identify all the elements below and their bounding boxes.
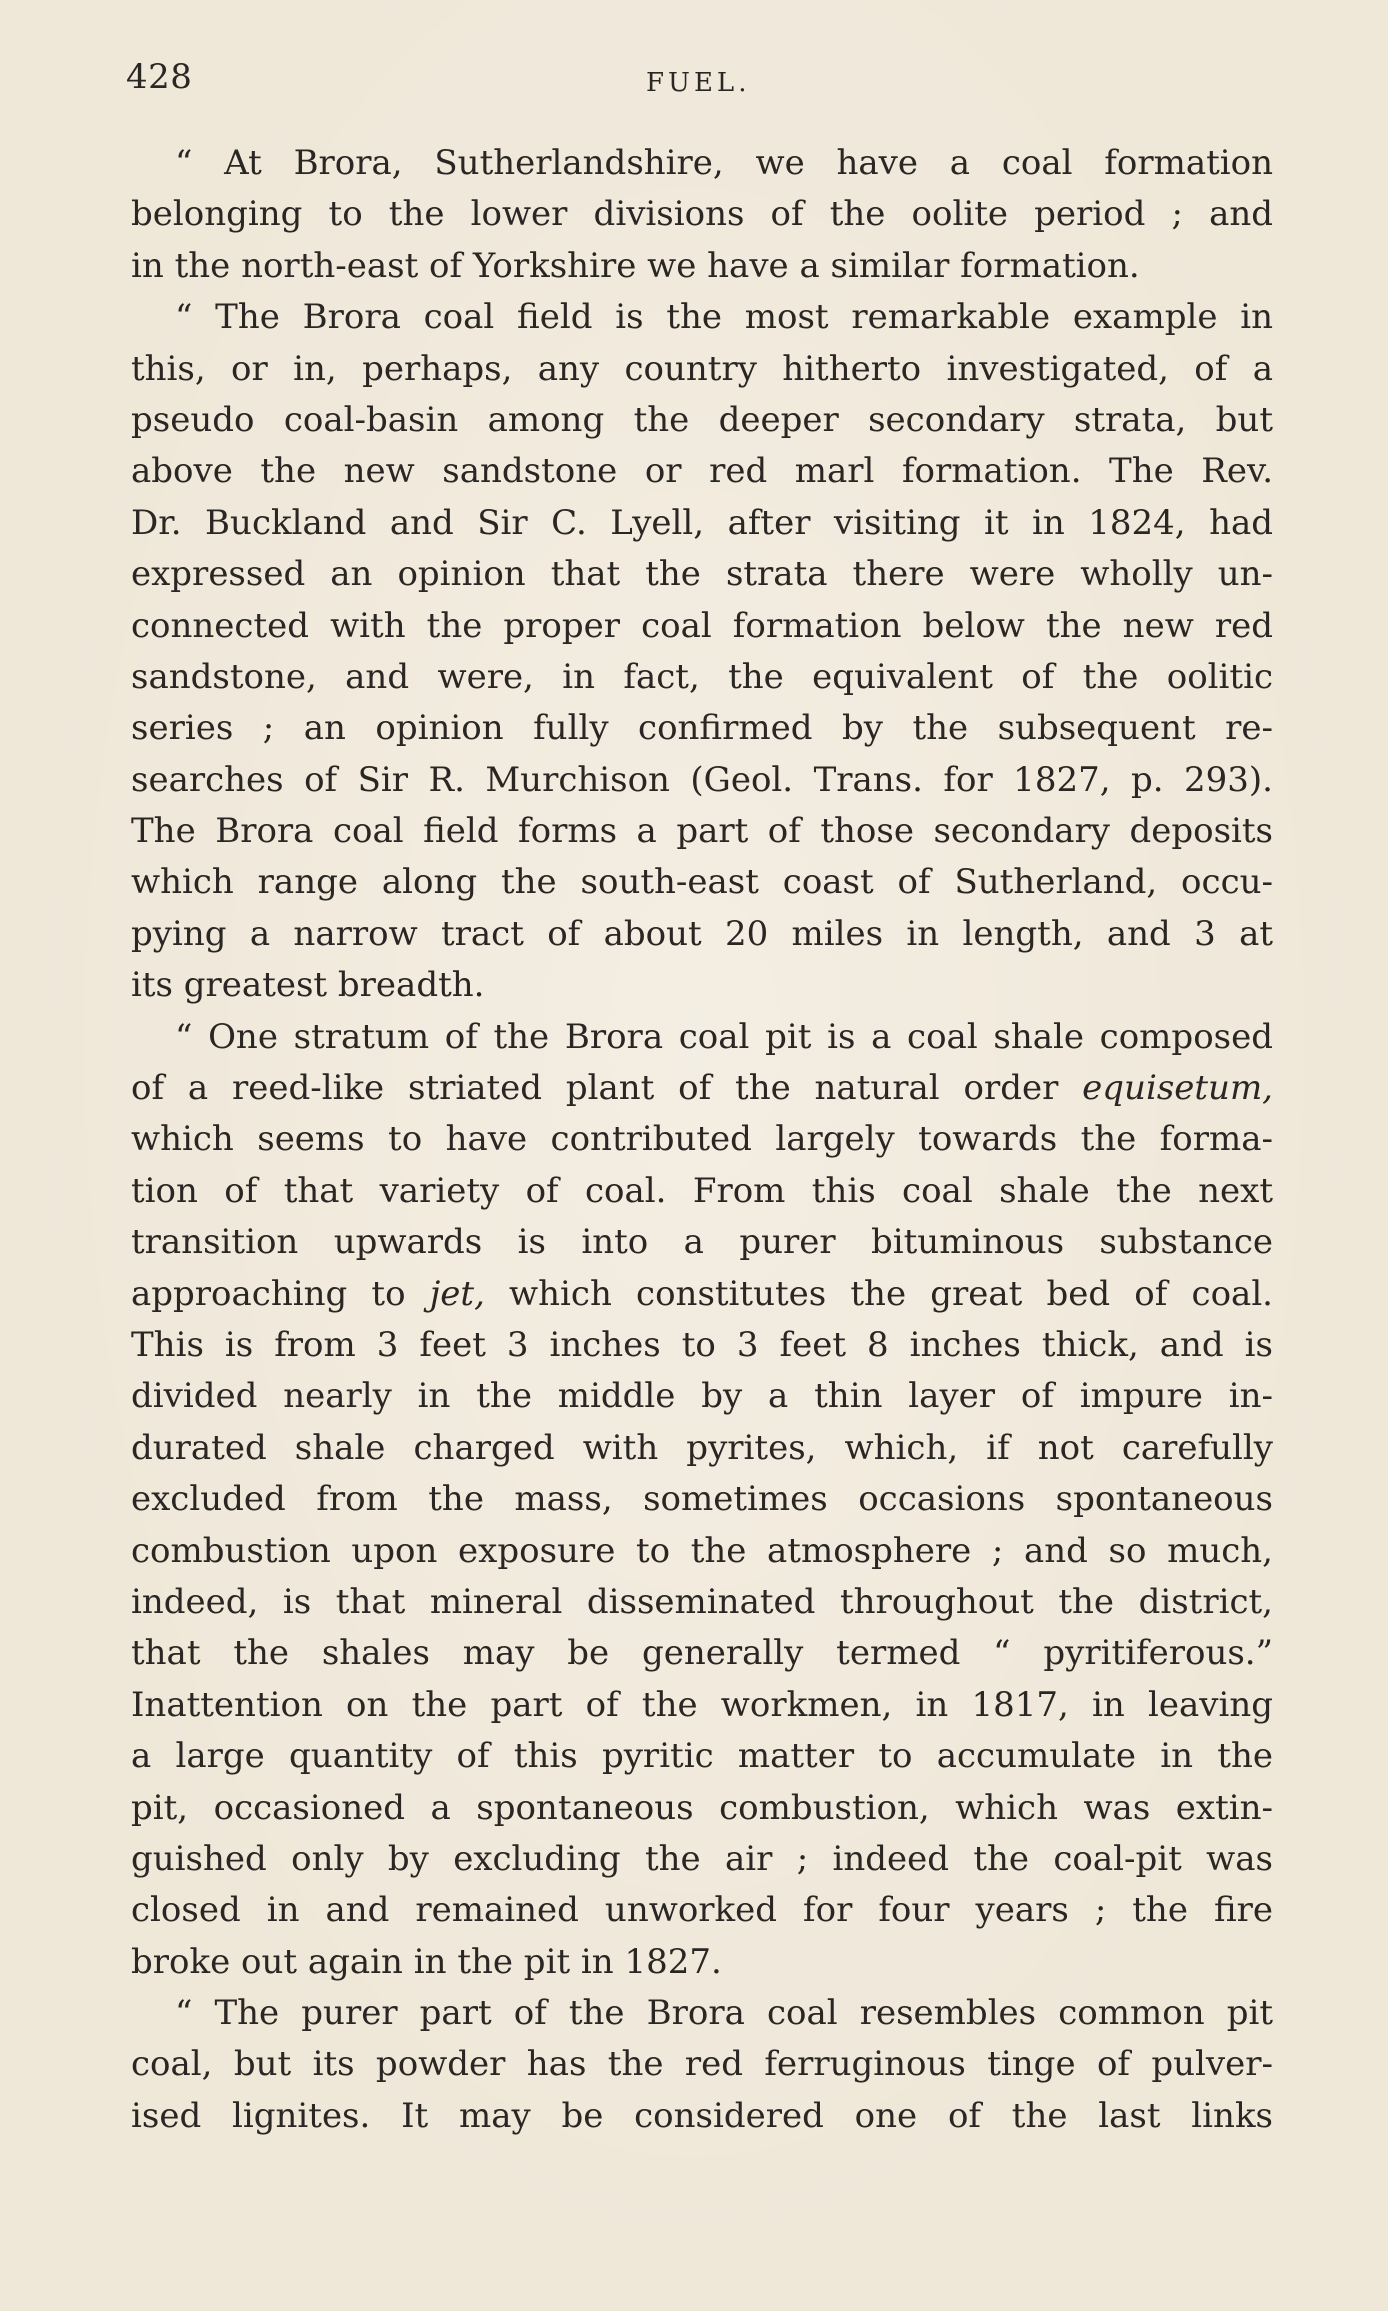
running-head: FUEL. [646, 68, 751, 98]
page-number: 428 [126, 57, 193, 97]
text-line: of a reed-like striated plant of the natural order equisetum, [131, 1068, 1273, 1109]
text-line: “ The purer part of the Brora coal resembles common pit [175, 1993, 1273, 2034]
text-line: combustion upon exposure to the atmosphere ; and so much, [131, 1530, 1273, 1571]
italic-term: jet, [429, 1273, 485, 1314]
text-line: durated shale charged with pyrites, which, if not carefully [131, 1427, 1273, 1468]
text-line: belonging to the lower divisions of the oolite period ; and [131, 194, 1273, 235]
text-line: that the shales may be generally termed “ pyritiferous.” [131, 1633, 1273, 1674]
text-line: expressed an opinion that the strata there were wholly un- [131, 554, 1273, 595]
text-line: coal, but its powder has the red ferruginous tinge of pulver- [131, 2044, 1273, 2085]
text-line: this, or in, perhaps, any country hitherto investigated, of a [131, 348, 1273, 389]
text-line: approaching to jet, which constitutes the great bed of coal. [131, 1273, 1273, 1314]
text-line: tion of that variety of coal. From this coal shale the next [131, 1170, 1273, 1211]
text-line: a large quantity of this pyritic matter to accumulate in the [131, 1736, 1273, 1777]
text-line: its greatest breadth. [131, 965, 485, 1006]
text-line: “ The Brora coal field is the most remarkable example in [175, 297, 1273, 338]
text-line: pying a narrow tract of about 20 miles in length, and 3 at [131, 913, 1273, 954]
text-line: closed in and remained unworked for four years ; the fire [131, 1890, 1273, 1931]
text-line: excluded from the mass, sometimes occasions spontaneous [131, 1479, 1273, 1520]
text-line: “ One stratum of the Brora coal pit is a coal shale composed [175, 1016, 1273, 1057]
text-line: broke out again in the pit in 1827. [131, 1941, 722, 1982]
text-line: Dr. Buckland and Sir C. Lyell, after visiting it in 1824, had [131, 502, 1273, 543]
text-line: connected with the proper coal formation below the new red [131, 605, 1273, 646]
text-line: above the new sandstone or red marl formation. The Rev. [131, 451, 1273, 492]
text-line: series ; an opinion fully confirmed by the subsequent re- [131, 708, 1273, 749]
text-line: “ At Brora, Sutherlandshire, we have a coal formation [175, 143, 1273, 183]
text-line: sandstone, and were, in fact, the equivalent of the oolitic [131, 656, 1273, 697]
text-line: searches of Sir R. Murchison (Geol. Trans. for 1827, p. 293). [131, 759, 1273, 800]
text-line: which seems to have contributed largely towards the forma- [131, 1119, 1273, 1160]
text-line: divided nearly in the middle by a thin layer of impure in- [131, 1376, 1273, 1417]
text-line: which range along the south-east coast of Sutherland, occu- [131, 862, 1273, 903]
body-text [131, 138, 1273, 2142]
text-line: Inattention on the part of the workmen, in 1817, in leaving [131, 1684, 1273, 1725]
text-line: pseudo coal-basin among the deeper secondary strata, but [131, 399, 1273, 440]
text-line: transition upwards is into a purer bituminous substance [131, 1222, 1273, 1263]
text-line: pit, occasioned a spontaneous combustion, which was extin- [131, 1787, 1273, 1828]
text-line: ised lignites. It may be considered one of the last links [131, 2095, 1273, 2136]
italic-term: equisetum, [1082, 1068, 1273, 1109]
text-line: This is from 3 feet 3 inches to 3 feet 8 inches thick, and is [131, 1324, 1273, 1365]
text-line: indeed, is that mineral disseminated throughout the district, [131, 1581, 1273, 1622]
text-line: The Brora coal field forms a part of those secondary deposits [131, 811, 1273, 852]
text-line: guished only by excluding the air ; indeed the coal-pit was [131, 1838, 1273, 1879]
text-line: in the north-east of Yorkshire we have a similar formation. [131, 245, 1140, 286]
